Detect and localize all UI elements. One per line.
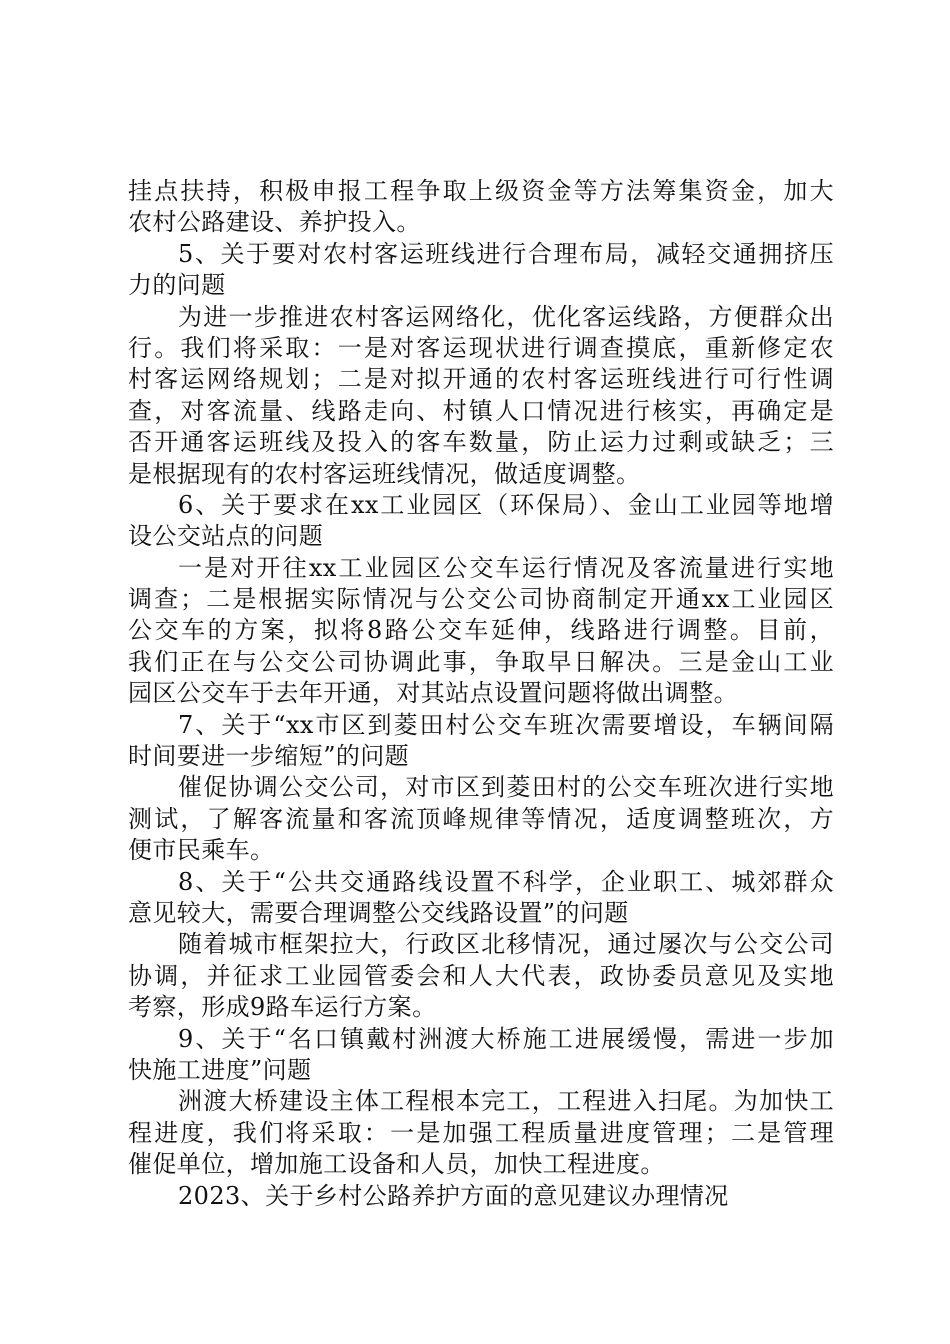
document-body [128,176,834,1212]
item-heading: 5、关于要对农村客运班线进行合理布局，减轻交通拥挤压 [178,239,834,268]
text-line: 公交车的方案，拟将8路公交车延伸，线路进行调整。目前， [128,616,834,645]
text-line: 一是对开往xx工业园区公交车运行情况及客流量进行实地 [178,553,834,582]
text-line: 园区公交车于去年开通，对其站点设置问题将做出调整。 [128,679,738,708]
text-line: 考察，形成9路车运行方案。 [128,993,437,1022]
text-line: 行。我们将采取：一是对客运现状进行调查摸底，重新修定农 [128,333,834,362]
text-line: 调查；二是根据实际情况与公交公司协商制定开通xx工业园区 [128,585,834,614]
text-line: 洲渡大桥建设主体工程根本完工，工程进入扫尾。为加快工 [178,1087,834,1116]
item-heading: 设公交站点的问题 [128,522,324,551]
text-line: 测试，了解客流量和客流顶峰规律等情况，适度调整班次，方 [128,804,834,833]
text-line: 协调，并征求工业园管委会和人大代表，政协委员意见及实地 [128,961,834,990]
section-heading: 2023、关于乡村公路养护方面的意见建议办理情况 [178,1181,729,1210]
item-heading: 时间要进一步缩短”的问题 [128,742,410,771]
text-line: 催促协调公交公司，对市区到菱田村的公交车班次进行实地 [178,773,834,802]
text-line: 村客运网络规划；二是对拟开通的农村客运班线进行可行性调 [128,365,834,394]
text-line: 挂点扶持，积极申报工程争取上级资金等方法筹集资金，加大 [128,177,834,205]
text-line: 否开通客运班线及投入的客车数量，防止运力过剩或缺乏；三 [128,428,834,457]
item-heading: 6、关于要求在xx工业园区（环保局）、金山工业园等地增 [178,490,834,519]
item-heading: 快施工进度”问题 [128,1055,312,1084]
text-line: 为进一步推进农村客运网络化，优化客运线路，方便群众出 [178,302,834,331]
item-heading: 力的问题 [128,271,226,300]
text-line: 催促单位，增加施工设备和人员，加快工程进度。 [128,1150,665,1179]
item-heading: 9、关于“名口镇戴村洲渡大桥施工进展缓慢，需进一步加 [178,1024,834,1053]
text-line: 是根据现有的农村客运班线情况，做适度调整。 [128,459,641,488]
text-line: 程进度，我们将采取：一是加强工程质量进度管理；二是管理 [128,1118,834,1147]
item-heading: 意见较大，需要合理调整公交线路设置”的问题 [128,898,629,927]
text-line: 便市民乘车。 [128,836,275,865]
text-line: 农村公路建设、养护投入。 [128,208,421,237]
item-heading: 8、关于“公共交通路线设置不科学，企业职工、城郊群众 [178,867,834,896]
text-line: 随着城市框架拉大，行政区北移情况，通过屡次与公交公司 [178,930,834,959]
item-heading: 7、关于“xx市区到菱田村公交车班次需要增设，车辆间隔 [178,710,834,739]
text-line: 查，对客流量、线路走向、村镇人口情况进行核实，再确定是 [128,396,834,425]
text-line: 我们正在与公交公司协调此事，争取早日解决。三是金山工业 [128,647,834,676]
